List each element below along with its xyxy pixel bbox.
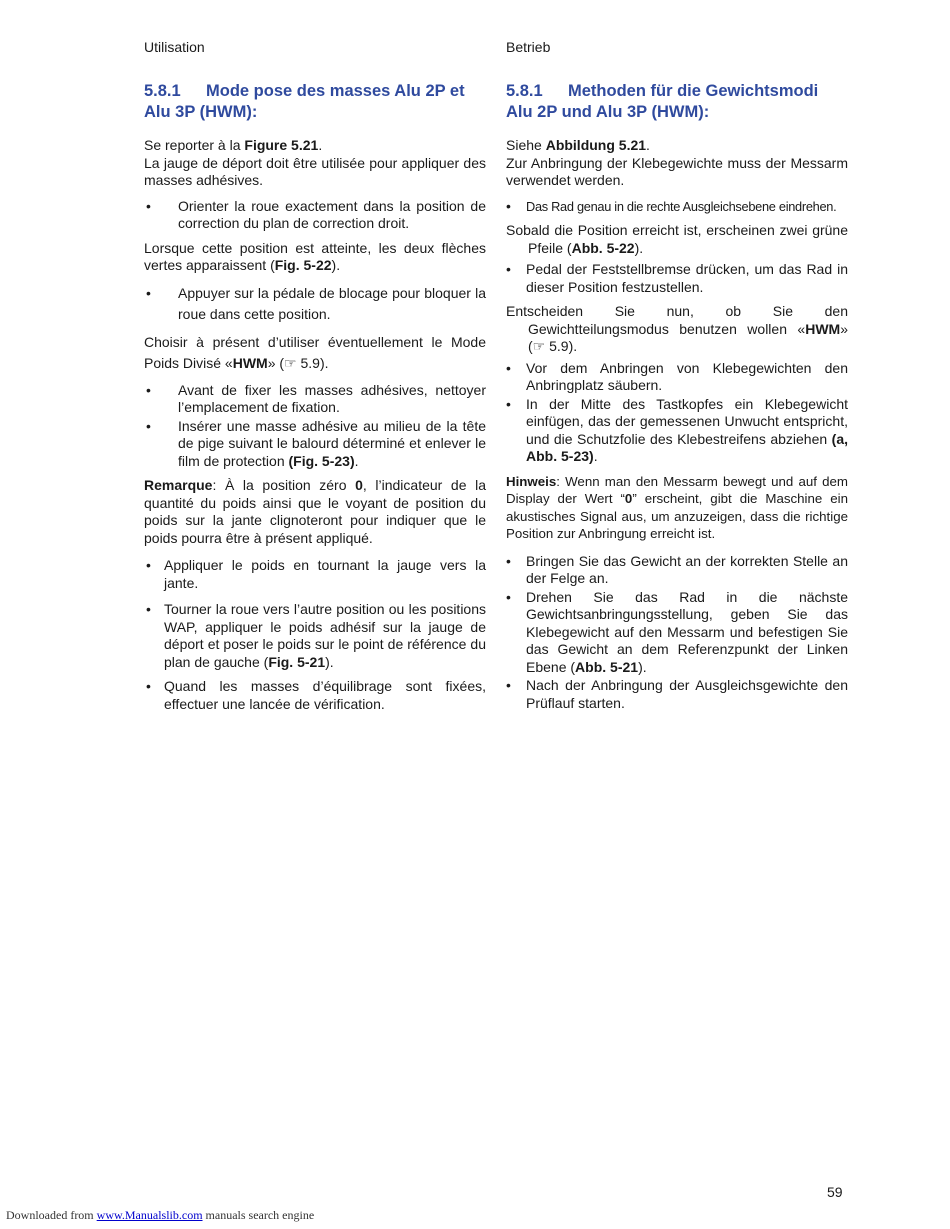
list-item-text: Orienter la roue exactement dans la position de correction du plan de correction droit. [178,197,486,231]
list-item [144,601,486,671]
list-item-text: Pedal der Feststellbremse drücken, um das Rad in dieser Position festzustellen. [526,261,848,295]
bullet-list [144,198,486,233]
list-item-text: Nach der Anbringung der Ausgleichsgewichte den Prüflauf starten. [526,677,848,711]
text: ). [638,658,647,675]
list-item-text: Das Rad genau in die rechte Ausgleichsebene eindrehen. [526,198,837,214]
text: . [593,448,598,464]
list-item [144,557,486,592]
paragraph-arrows [144,240,486,275]
list-item [506,261,848,296]
list-item [506,677,848,712]
text: : Wenn man den Messarm bewegt und auf dem Display der Wert “ [506,473,848,506]
bullet-icon: • [146,601,151,617]
hwm-reference: HWM [805,320,841,337]
text: Lorsque cette position est atteinte, les deux flèches vertes apparaissent ( [144,239,486,273]
bullet-icon: • [506,677,511,693]
french-column [144,38,486,720]
bullet-icon: • [146,417,151,434]
text: Sobald die Position erreicht ist, erscheinen zwei grüne Pfeile ( [506,222,848,256]
text: ). [325,653,334,670]
list-item [144,678,486,713]
bullet-list [144,678,486,713]
text: Se reporter à la [144,137,245,153]
paragraph-hwm [144,332,486,374]
bullet-list [506,198,848,216]
bullet-list [144,283,486,325]
heading-number: 5.8.1 [144,82,181,100]
section-label-utilisation: Utilisation [144,39,205,55]
bullet-icon: • [146,381,151,398]
text: » (☞ 5.9). [267,354,329,371]
bullet-icon: • [506,588,511,605]
heading-text: Mode pose des masses Alu 2P et Alu 3P (HWM): [144,82,465,121]
text: » (☞ 5.9). [528,320,848,354]
german-column [506,38,848,719]
remark-label: Remarque [144,477,213,493]
paragraph-reference [506,137,848,155]
footer-suffix: manuals search engine [202,1208,315,1222]
list-item-text: Bringen Sie das Gewicht an der korrekten Stelle an der Felge an. [526,552,848,586]
remark-note [144,477,486,547]
list-item [506,360,848,395]
text: . [354,452,359,469]
bullet-icon: • [506,359,511,376]
hint-label: Hinweis [506,473,557,489]
bullet-icon: • [506,261,511,277]
bullet-icon: • [146,284,151,301]
section-label-betrieb: Betrieb [506,39,551,55]
paragraph-intro: La jauge de déport doit être utilisée pour appliquer des masses adhésives. [144,154,486,188]
section-heading-de [506,81,848,123]
list-item [144,382,486,417]
figure-reference: Fig. 5-22 [274,257,332,273]
text: . [646,137,650,153]
section-heading-fr [144,81,486,123]
list-item-text: Drehen Sie das Rad in die nächste Gewichtsanbringungsstellung, geben Sie das Klebegewicht auf den Messarm und befestigen Sie das Gewicht an dem Referenzpunkt der Linken Ebene ( [526,588,848,675]
zero-value: 0 [624,491,633,506]
paragraph-arrows [506,222,848,257]
list-item-text: Quand les masses d’équilibrage sont fixées, effectuer une lancée de vérification. [164,678,486,712]
paragraph-intro: Zur Anbringung der Klebegewichte muss der Messarm verwendet werden. [506,154,848,188]
text: ). [331,257,341,273]
figure-reference: Abb. 5-21 [575,658,639,675]
bullet-list [144,601,486,671]
figure-reference: Abbildung 5.21 [545,137,647,153]
figure-reference: Figure 5.21 [244,137,319,153]
bullet-icon: • [146,678,151,694]
zero-value: 0 [355,477,363,493]
list-item-text: Appliquer le poids en tournant la jauge vers la jante. [164,557,486,591]
text: Choisir à présent d’utiliser éventuellement le Mode Poids Divisé « [144,333,486,371]
text: : À la position zéro [212,477,356,493]
bullet-icon: • [506,197,511,214]
manualslib-link[interactable]: www.Manualslib.com [96,1208,203,1222]
list-item-text: Appuyer sur la pédale de blocage pour bloquer la roue dans cette position. [178,284,486,322]
bullet-icon: • [506,552,511,569]
heading-number: 5.8.1 [506,82,543,100]
bullet-list [506,360,848,466]
list-item-text: Vor dem Anbringen von Klebegewichten den Anbringplatz säubern. [526,359,848,393]
bullet-icon: • [146,557,151,573]
page-number: 59 [827,1184,843,1200]
list-item-text: Avant de fixer les masses adhésives, nettoyer l’emplacement de fixation. [178,381,486,415]
figure-reference: (a, Abb. 5-23) [526,430,848,464]
text: ). [634,239,644,256]
bullet-list [144,557,486,592]
text: Siehe [506,137,546,153]
bullet-list [506,261,848,296]
bullet-icon: • [146,197,151,214]
list-item-text: Tourner la roue vers l’autre position ou les positions WAP, appliquer le poids adhésif sur la jauge de déport et poser le poids sur le point de référence du plan de gauche ( [164,601,486,670]
paragraph-reference [144,137,486,155]
list-item [144,418,486,471]
bullet-list [144,382,486,471]
hint-note [506,473,848,543]
text: , l’indicateur de la quantité du poids ainsi que le voyant de position du poids sur la jante clignoteront pour indiquer que le poids pourra être à présent appliqué. [144,477,487,546]
download-footer [6,1208,314,1223]
footer-prefix: Downloaded from [6,1208,97,1222]
bullet-icon: • [506,395,511,412]
text: . [318,137,323,153]
bullet-list [506,553,848,713]
figure-reference: Fig. 5-21 [268,653,326,670]
paragraph-hwm [506,303,848,356]
hwm-reference: HWM [232,354,268,371]
list-item-text: In der Mitte des Tastkopfes ein Klebegewicht einfügen, das der gemessenen Unwucht entspricht, und die Schutzfolie des Klebestreifens abziehen [526,395,848,447]
list-item [506,396,848,466]
figure-reference: Abb. 5-22 [571,239,635,256]
list-item [506,589,848,677]
text: ” erscheint, gibt die Maschine ein akustisches Signal aus, um anzuzeigen, dass die richtige Position zur Anbringung erreicht ist. [506,491,848,541]
list-item-text: Insérer une masse adhésive au milieu de la tête de pige suivant le balourd déterminé et enlever le film de protection [178,417,486,469]
list-item [144,283,486,325]
figure-reference: (Fig. 5-23) [288,452,355,469]
heading-text: Methoden für die Gewichtsmodi Alu 2P und Alu 3P (HWM): [506,82,819,121]
list-item [506,553,848,588]
list-item [506,198,848,216]
text: Entscheiden Sie nun, ob Sie den Gewichtteilungsmodus benutzen wollen « [506,303,848,337]
list-item [144,198,486,233]
